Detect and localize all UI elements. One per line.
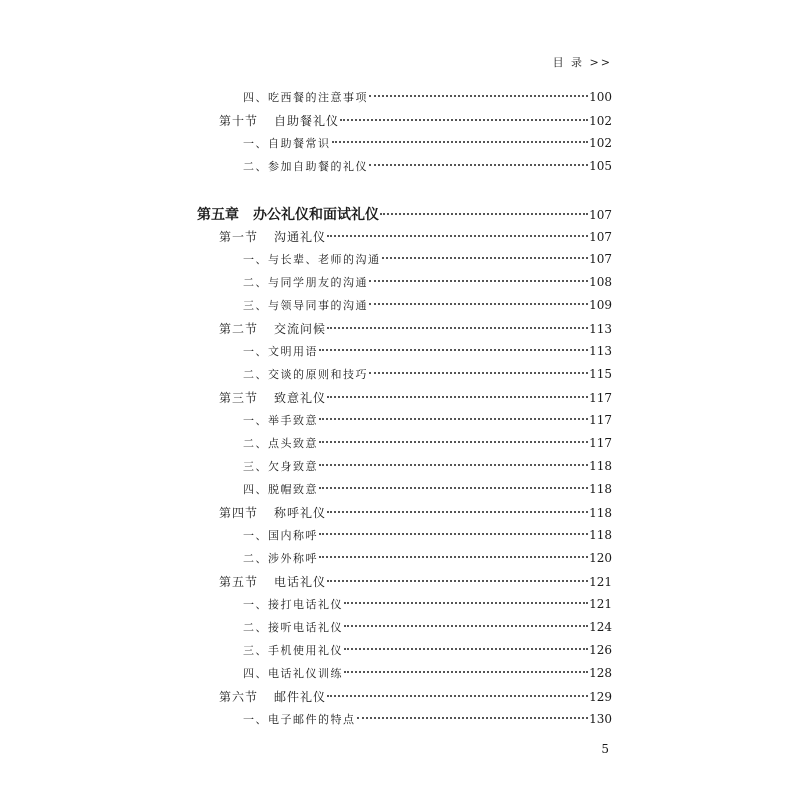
toc-entry-title: 三、与领导同事的沟通: [243, 299, 368, 312]
dot-leader: [327, 695, 588, 697]
toc-item-row: [243, 596, 612, 612]
toc-entry-title: [219, 112, 339, 129]
toc-entry-title: 二、涉外称呼: [243, 552, 318, 565]
dot-leader: [340, 119, 588, 121]
toc-item-row: [243, 89, 612, 105]
dot-leader: [327, 396, 588, 398]
toc-item-row: [243, 481, 612, 497]
toc-page-number: 121: [589, 575, 612, 589]
toc-item-row: [243, 412, 612, 428]
dot-leader: [344, 648, 588, 650]
toc-item-row: [243, 619, 612, 635]
toc-section-row: [219, 228, 612, 245]
toc-entry-title: [219, 573, 326, 590]
toc-page-number: 118: [589, 459, 612, 473]
toc-entry-title: [219, 688, 326, 705]
toc-entry-title: 一、国内称呼: [243, 529, 318, 542]
dot-leader: [319, 464, 588, 466]
toc-page-number: 124: [589, 620, 612, 634]
toc-page-number: 107: [589, 230, 612, 244]
toc-item-row: [243, 458, 612, 474]
toc-page-number: 108: [589, 275, 612, 289]
dot-leader: [319, 533, 588, 535]
toc-entry-title: 一、接打电话礼仪: [243, 598, 343, 611]
toc-page-number: 118: [589, 482, 612, 496]
toc-item-row: [243, 665, 612, 681]
toc-entry-title: 一、文明用语: [243, 345, 318, 358]
toc-section-row: [219, 573, 612, 590]
toc-entry-title: 三、手机使用礼仪: [243, 644, 343, 657]
toc-entry-label: 电话礼仪: [274, 575, 327, 589]
toc-entry-label: 交流问候: [274, 322, 327, 336]
toc-item-row: [243, 642, 612, 658]
toc-page-number: 126: [589, 643, 612, 657]
toc-entry-number: 第一节: [219, 230, 259, 244]
toc-entry-label: 办公礼仪和面试礼仪: [253, 207, 379, 223]
toc-page-number: 102: [589, 114, 612, 128]
toc-entry-title: 一、电子邮件的特点: [243, 713, 356, 726]
toc-entry-title: 二、点头致意: [243, 437, 318, 450]
toc-item-row: [243, 274, 612, 290]
toc-entry-label: 沟通礼仪: [274, 230, 327, 244]
toc-page-number: 107: [589, 208, 612, 222]
toc-entry-number: 第五章: [197, 207, 239, 223]
toc-page-number: 117: [589, 391, 612, 405]
toc-item-row: [243, 366, 612, 382]
toc-page-number: 118: [589, 528, 612, 542]
toc-section-row: [219, 389, 612, 406]
toc-entry-number: 第五节: [219, 575, 259, 589]
toc-page-number: 102: [589, 136, 612, 150]
toc-item-row: [243, 711, 612, 727]
toc-item-row: [243, 135, 612, 151]
toc-entry-title: [219, 389, 326, 406]
dot-leader: [344, 625, 588, 627]
toc-page-number: 120: [589, 551, 612, 565]
toc-page-number: 128: [589, 666, 612, 680]
dot-leader: [319, 487, 588, 489]
toc-item-row: [243, 527, 612, 543]
toc-item-row: [243, 435, 612, 451]
toc-entry-title: 二、与同学朋友的沟通: [243, 276, 368, 289]
toc-page-number: 100: [589, 90, 612, 104]
toc-entry-title: 一、与长辈、老师的沟通: [243, 253, 381, 266]
dot-leader: [319, 556, 588, 558]
toc-entry-title: 一、自助餐常识: [243, 137, 331, 150]
dot-leader: [369, 164, 588, 166]
dot-leader: [319, 418, 588, 420]
toc-entry-label: 致意礼仪: [274, 391, 327, 405]
dot-leader: [369, 372, 588, 374]
dot-leader: [369, 95, 588, 97]
page-number: 5: [601, 742, 609, 756]
dot-leader: [369, 280, 588, 282]
toc-entry-title: 四、电话礼仪训练: [243, 667, 343, 680]
toc-entry-title: [219, 504, 326, 521]
toc-entry-number: 第三节: [219, 391, 259, 405]
toc-entry-number: 第六节: [219, 690, 259, 704]
toc-entry-title: 二、交谈的原则和技巧: [243, 368, 368, 381]
dot-leader: [332, 141, 589, 143]
toc-page-number: 115: [589, 367, 612, 381]
toc-page-number: 107: [589, 252, 612, 266]
toc-item-row: [243, 297, 612, 313]
toc-entry-number: 第十节: [219, 114, 259, 128]
toc-section-row: [219, 504, 612, 521]
toc-page-number: 121: [589, 597, 612, 611]
toc-page-number: 105: [589, 159, 612, 173]
dot-leader: [357, 717, 589, 719]
toc-entry-title: [219, 320, 326, 337]
toc-section-row: [219, 320, 612, 337]
dot-leader: [327, 511, 588, 513]
dot-leader: [369, 303, 588, 305]
toc-section-row: [219, 688, 612, 705]
toc-entry-title: 二、参加自助餐的礼仪: [243, 160, 368, 173]
dot-leader: [344, 602, 588, 604]
dot-leader: [382, 257, 589, 259]
toc-entry-label: 称呼礼仪: [274, 506, 327, 520]
dot-leader: [327, 235, 588, 237]
toc-page-number: 109: [589, 298, 612, 312]
toc-page-number: 117: [589, 413, 612, 427]
toc-entry-number: 第二节: [219, 322, 259, 336]
dot-leader: [327, 580, 588, 582]
toc-item-row: [243, 158, 612, 174]
toc-entry-title: [219, 228, 326, 245]
dot-leader: [327, 327, 588, 329]
toc-entry-title: 三、欠身致意: [243, 460, 318, 473]
toc-entry-label: 自助餐礼仪: [274, 114, 340, 128]
toc-page-number: 118: [589, 506, 612, 520]
toc-entry-title: [197, 204, 379, 224]
toc-item-row: [243, 251, 612, 267]
toc-entry-label: 邮件礼仪: [274, 690, 327, 704]
toc-page-number: 129: [589, 690, 612, 704]
toc-page-number: 113: [589, 344, 612, 358]
dot-leader: [380, 213, 588, 215]
toc-entry-number: 第四节: [219, 506, 259, 520]
toc-item-row: [243, 343, 612, 359]
toc-item-row: [243, 550, 612, 566]
toc-page-number: 130: [589, 712, 612, 726]
dot-leader: [344, 671, 588, 673]
toc-page-number: 117: [589, 436, 612, 450]
running-header: 目 录 >>: [552, 56, 612, 69]
toc-entry-title: 四、吃西餐的注意事项: [243, 91, 368, 104]
dot-leader: [319, 441, 588, 443]
toc-entry-title: 二、接听电话礼仪: [243, 621, 343, 634]
toc-chapter-row: [197, 204, 612, 224]
toc-section-row: [219, 112, 612, 129]
toc-entry-title: 四、脱帽致意: [243, 483, 318, 496]
dot-leader: [319, 349, 588, 351]
toc-page-number: 113: [589, 322, 612, 336]
toc-entry-title: 一、举手致意: [243, 414, 318, 427]
